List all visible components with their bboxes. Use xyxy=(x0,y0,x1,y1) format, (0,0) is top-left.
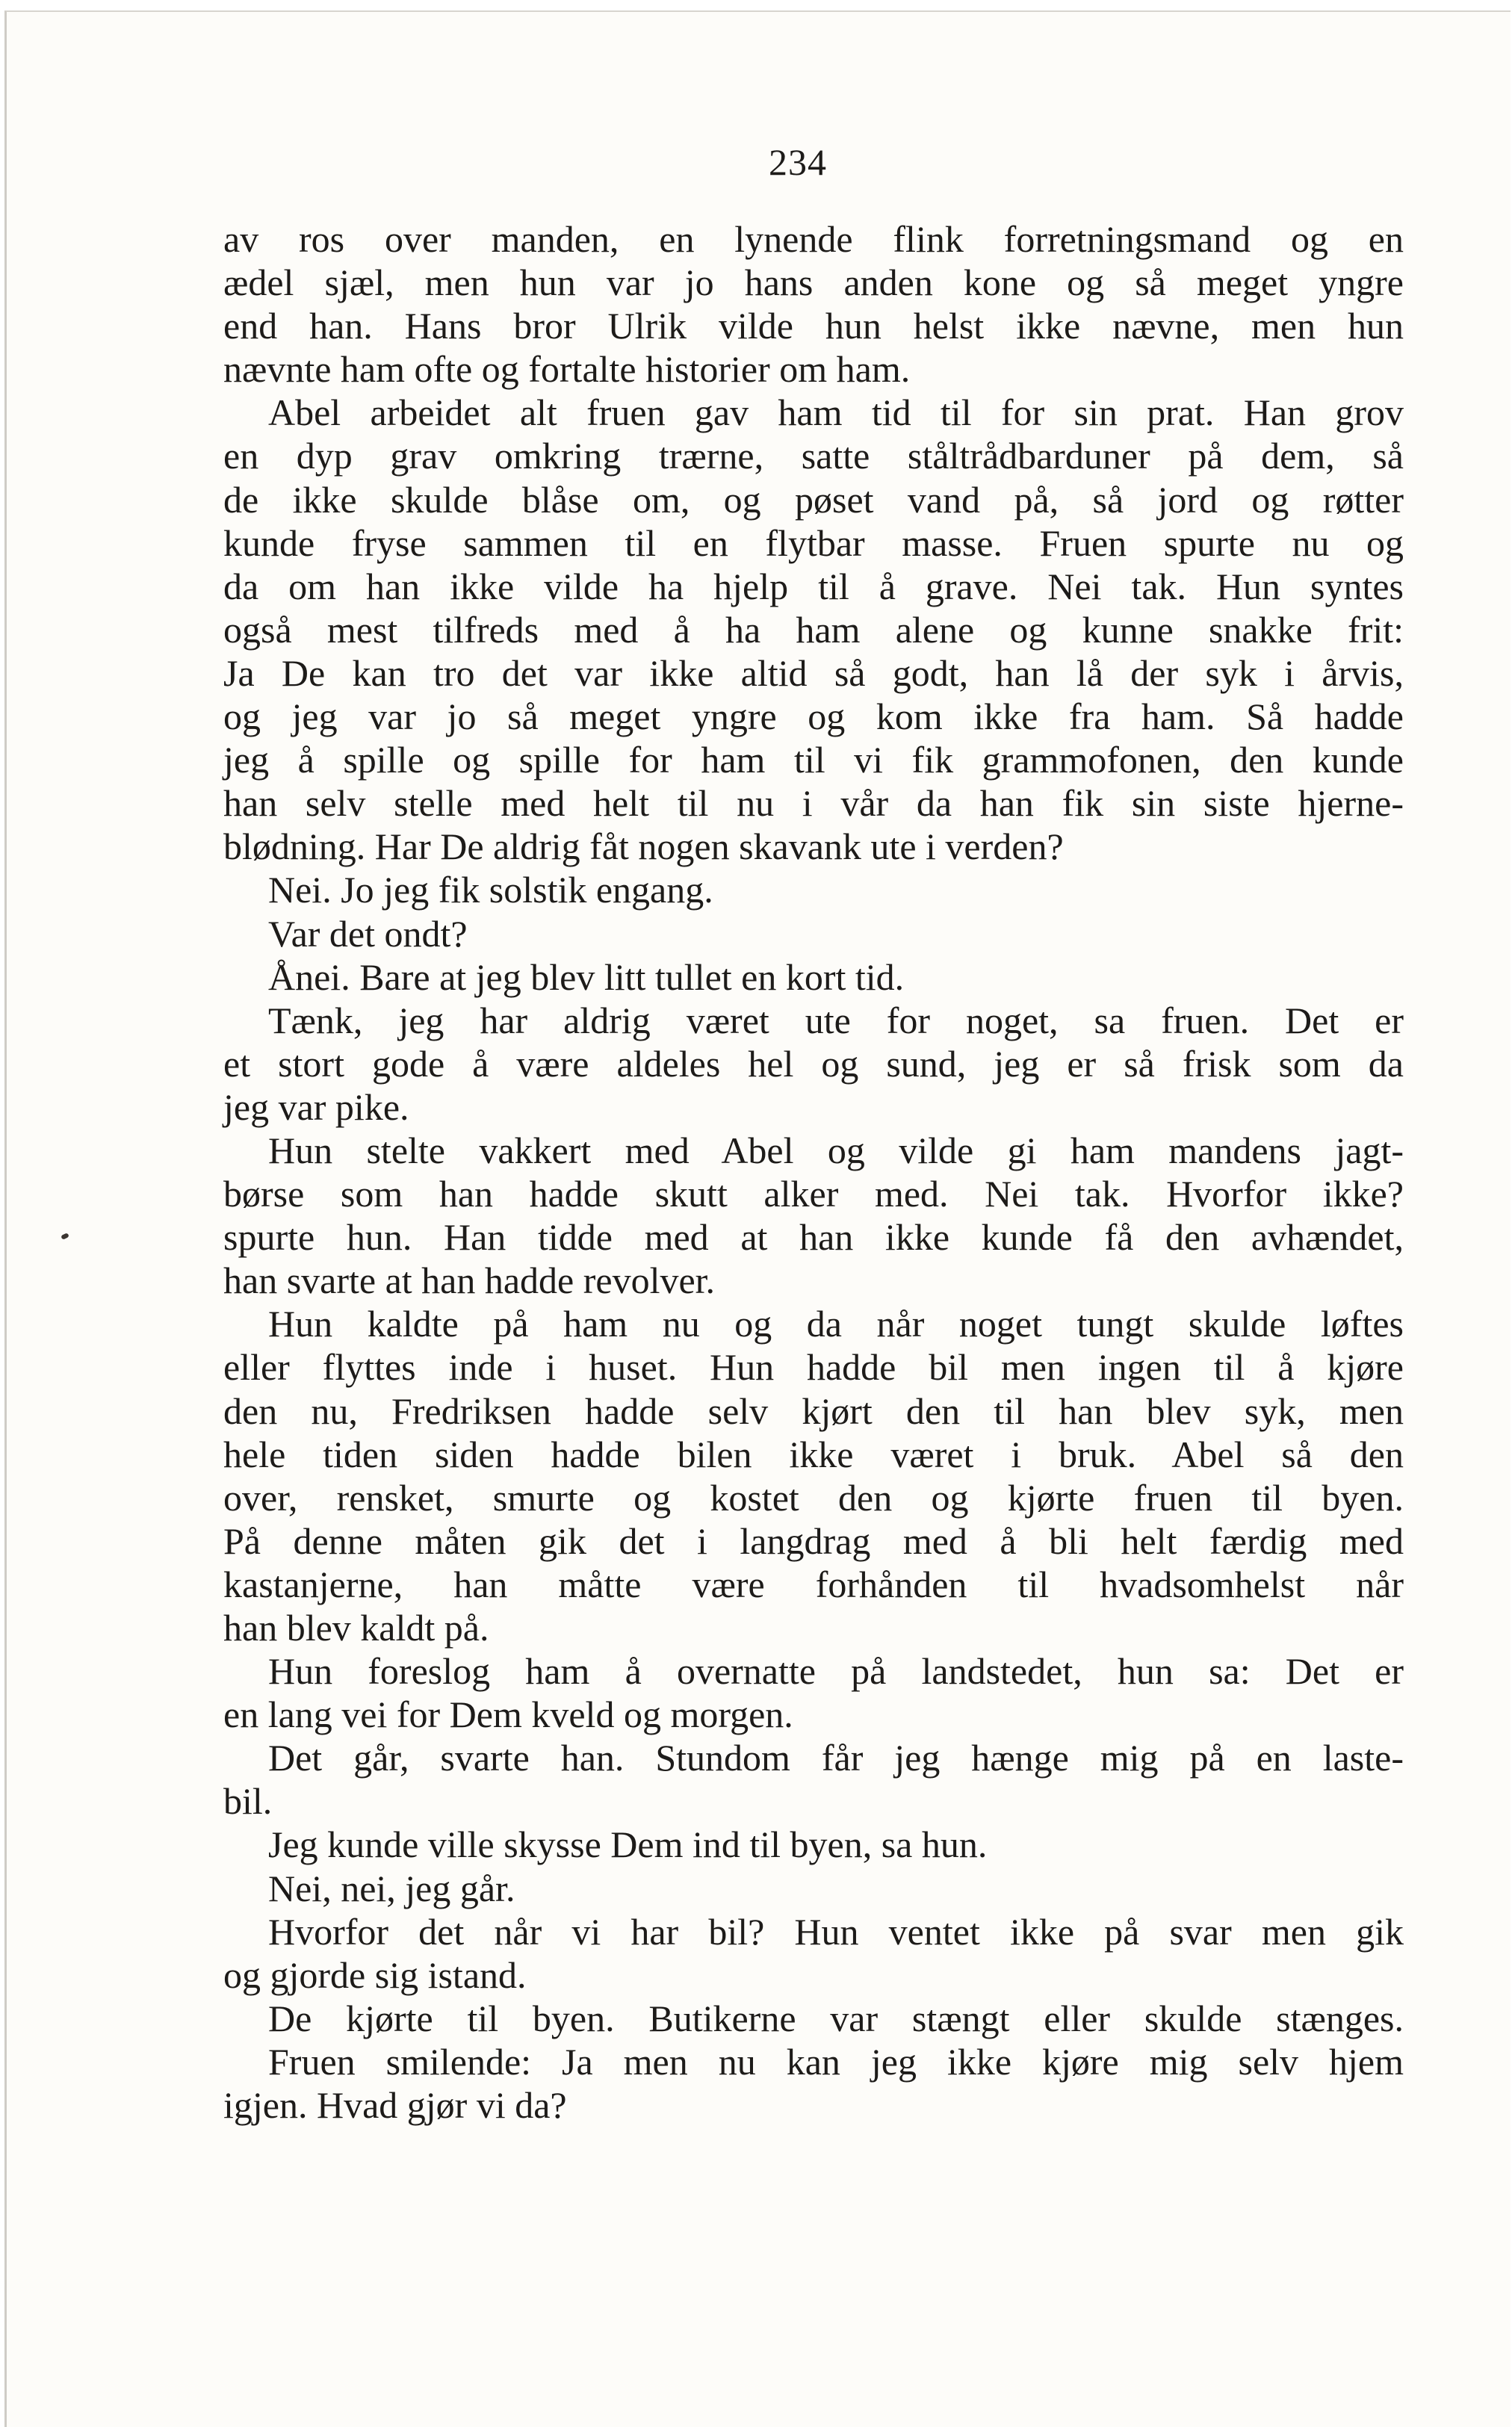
text-line: Tænk, jeg har aldrig været ute for noget, sa fruen. Det er xyxy=(268,999,1404,1041)
text-line: Ja De kan tro det var ikke altid så godt, han lå der syk i årvis, xyxy=(223,651,1404,694)
text-line: og gjorde sig istand. xyxy=(223,1953,527,1996)
text-line: Var det ondt? xyxy=(268,912,468,955)
book-page xyxy=(4,10,1511,2427)
text-line: han svarte at han hadde revolver. xyxy=(223,1259,716,1302)
text-line: Jeg kunde ville skysse Dem ind til byen, sa hun. xyxy=(268,1823,988,1866)
text-line: spurte hun. Han tidde med at han ikke kunde få den avhændet, xyxy=(223,1216,1404,1259)
text-line: han selv stelle med helt til nu i vår da han fik sin siste hjerne- xyxy=(223,782,1404,825)
text-line: hele tiden siden hadde bilen ikke været i bruk. Abel så den xyxy=(223,1433,1404,1475)
text-line: ædel sjæl, men hun var jo hans anden kone og så meget yngre xyxy=(223,261,1404,304)
text-line: den nu, Fredriksen hadde selv kjørt den til han blev syk, men xyxy=(223,1389,1404,1432)
text-line: bil. xyxy=(223,1780,273,1823)
text-line: eller flyttes inde i huset. Hun hadde bil men ingen til å kjøre xyxy=(223,1346,1404,1389)
text-line: Fruen smilende: Ja men nu kan jeg ikke kjøre mig selv hjem xyxy=(268,2040,1404,2083)
text-line: igjen. Hvad gjør vi da? xyxy=(223,2084,567,2127)
page-number: 234 xyxy=(769,141,827,183)
text-line: en lang vei for Dem kveld og morgen. xyxy=(223,1693,793,1736)
text-line: over, rensket, smurte og kostet den og kjørte fruen til byen. xyxy=(223,1476,1404,1519)
text-line: en dyp grav omkring trærne, satte ståltrådbarduner på dem, så xyxy=(223,435,1404,477)
text-line: end han. Hans bror Ulrik vilde hun helst ikke nævne, men hun xyxy=(223,305,1404,347)
text-line: nævnte ham ofte og fortalte historier om ham. xyxy=(223,348,911,391)
text-line: et stort gode å være aldeles hel og sund, jeg er så frisk som da xyxy=(223,1042,1404,1085)
text-line: Hun stelte vakkert med Abel og vilde gi ham mandens jagt- xyxy=(268,1129,1404,1171)
text-line: børse som han hadde skutt alker med. Nei tak. Hvorfor ikke? xyxy=(223,1173,1404,1215)
text-line: På denne måten gik det i langdrag med å bli helt færdig med xyxy=(223,1519,1404,1562)
text-line: De kjørte til byen. Butikerne var stængt eller skulde stænges. xyxy=(268,1997,1404,2039)
text-line: også mest tilfreds med å ha ham alene og kunne snakke frit: xyxy=(223,608,1404,651)
text-line: kastanjerne, han måtte være forhånden til hvadsomhelst når xyxy=(223,1563,1404,1605)
text-line: da om han ikke vilde ha hjelp til å grave. Nei tak. Hun syntes xyxy=(223,565,1404,607)
text-line: Nei, nei, jeg går. xyxy=(268,1867,515,1909)
text-line: kunde fryse sammen til en flytbar masse. Fruen spurte nu og xyxy=(223,521,1404,564)
text-line: blødning. Har De aldrig fåt nogen skavank ute i verden? xyxy=(223,825,1064,868)
text-line: Nei. Jo jeg fik solstik engang. xyxy=(268,869,713,911)
text-line: Hvorfor det når vi har bil? Hun ventet ikke på svar men gik xyxy=(268,1910,1404,1953)
text-line: Hun kaldte på ham nu og da når noget tungt skulde løftes xyxy=(268,1303,1404,1345)
body-text xyxy=(223,217,1404,2127)
text-line: Det går, svarte han. Stundom får jeg hænge mig på en laste- xyxy=(268,1737,1404,1779)
text-line: han blev kaldt på. xyxy=(223,1607,489,1649)
text-line: jeg å spille og spille for ham til vi fik grammofonen, den kunde xyxy=(223,739,1404,781)
text-line: Ånei. Bare at jeg blev litt tullet en kort tid. xyxy=(268,955,905,998)
text-line: og jeg var jo så meget yngre og kom ikke fra ham. Så hadde xyxy=(223,695,1404,738)
text-line: Abel arbeidet alt fruen gav ham tid til for sin prat. Han grov xyxy=(268,391,1404,434)
text-line: jeg var pike. xyxy=(223,1085,409,1128)
text-line: av ros over manden, en lynende flink forretningsmand og en xyxy=(223,218,1404,260)
text-line: de ikke skulde blåse om, og pøset vand på, så jord og røtter xyxy=(223,478,1404,521)
text-line: Hun foreslog ham å overnatte på landstedet, hun sa: Det er xyxy=(268,1650,1404,1693)
